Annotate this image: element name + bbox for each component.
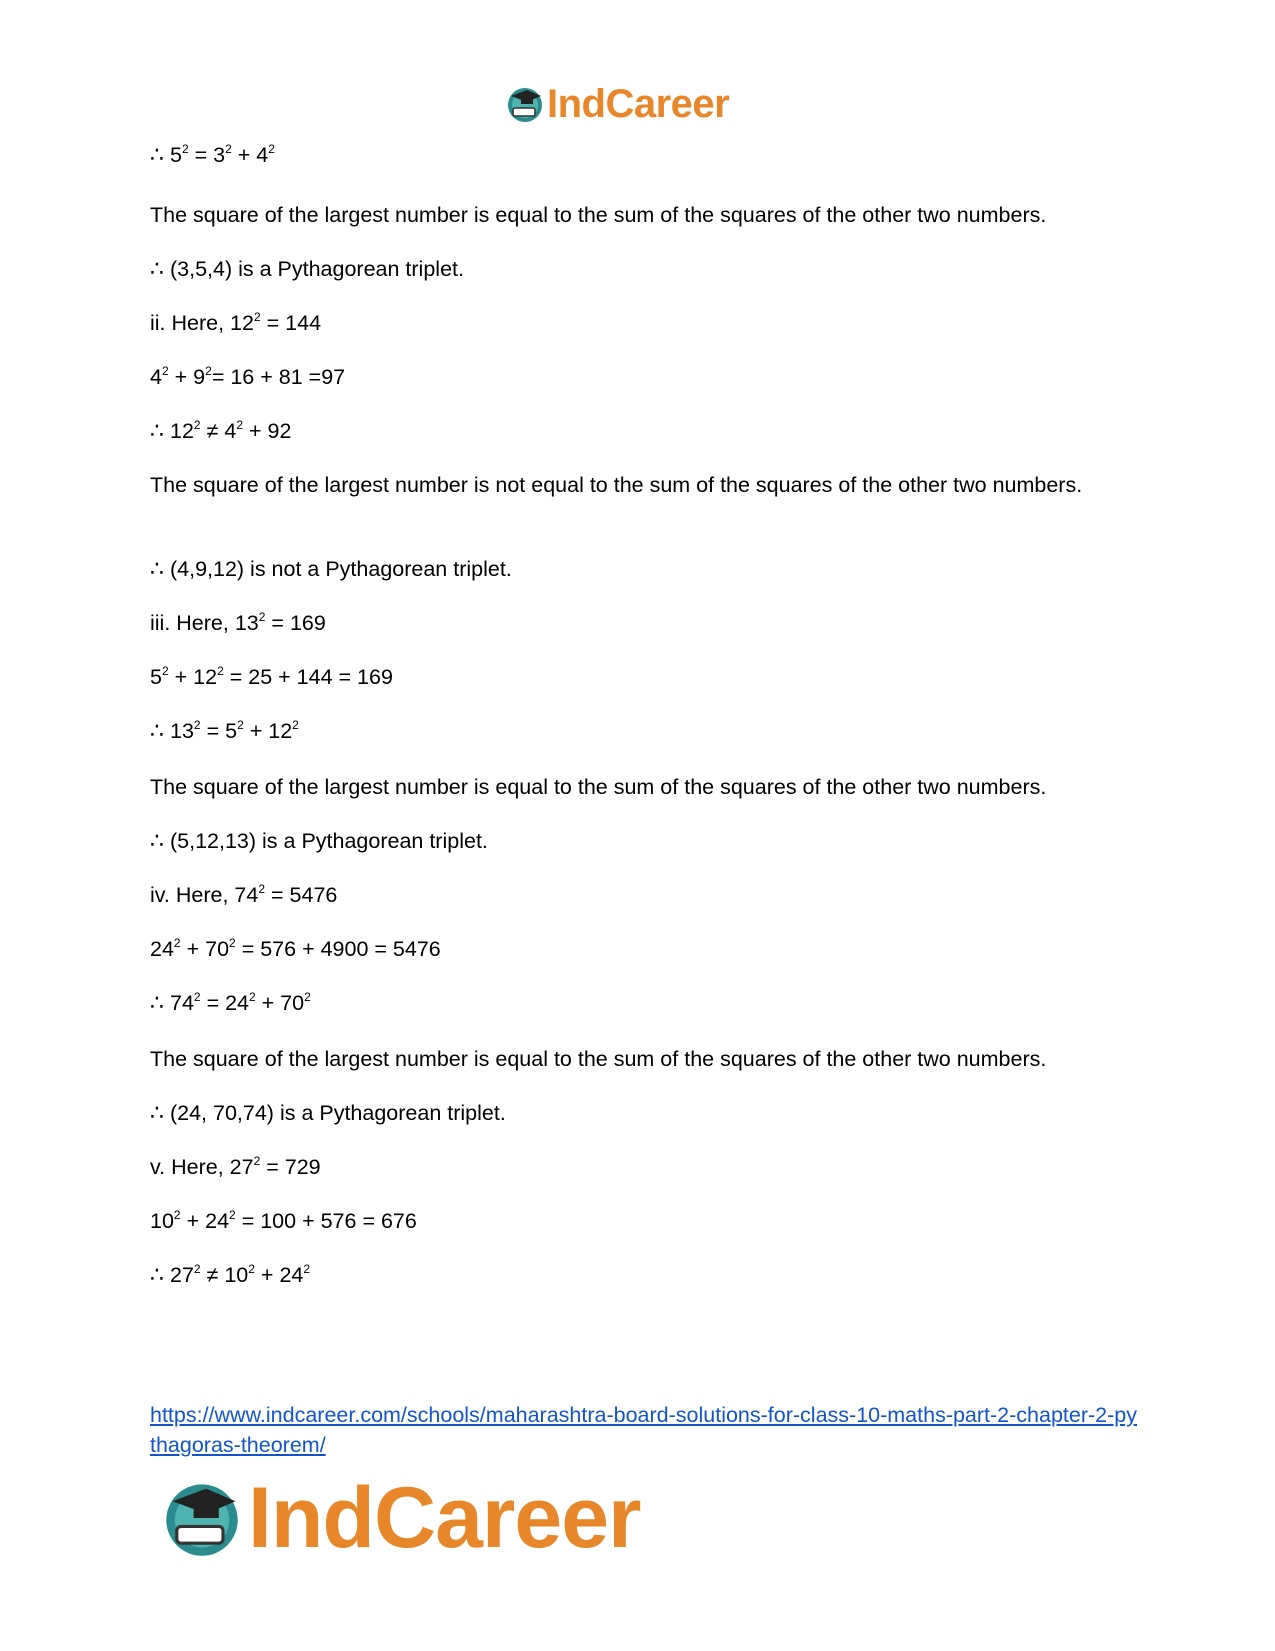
text-line: The square of the largest number is equal to the sum of the squares of the other two numbers. [150, 775, 1047, 799]
brand-wordmark: IndCareer [547, 82, 730, 126]
equation-line: $5^2 + 12^2 = 25 + 144 = 169$ [150, 664, 393, 689]
header-logo [505, 80, 775, 128]
equation-line: v. Here, $27^2 = 729$ [150, 1154, 321, 1179]
therefore-symbol: ∴ [150, 256, 164, 281]
conclusion-line: ∴ (4,9,12) is not a Pythagorean triplet. [150, 556, 512, 581]
therefore-symbol: ∴ [150, 990, 164, 1015]
text-line: The square of the largest number is equal to the sum of the squares of the other two numbers. [150, 203, 1047, 227]
conclusion-line: ∴ (5,12,13) is a Pythagorean triplet. [150, 828, 488, 853]
graduation-globe-icon [505, 84, 545, 124]
equation-line: iii. Here, $13^2 = 169$ [150, 610, 326, 635]
equation-line: ∴ $74^2 = 24^2 + 70^2$ [150, 990, 311, 1015]
equation-line: ∴ $13^2 = 5^2 + 12^2$ [150, 718, 299, 743]
therefore-symbol: ∴ [150, 828, 164, 853]
equation-line: $4^2 + 9^2= 16 + 81 =97$ [150, 364, 346, 389]
therefore-symbol: ∴ [150, 1100, 164, 1125]
text-line: The square of the largest number is equal to the sum of the squares of the other two numbers. [150, 1047, 1047, 1071]
therefore-symbol: ∴ [150, 556, 164, 581]
equation-line: ∴ $5^2 = 3^2 + 4^2$ [150, 142, 275, 167]
therefore-symbol: ∴ [150, 1262, 164, 1287]
footer-logo [160, 1468, 700, 1568]
equation-line: ∴ $12^2 \ne 4^2 + 92$ [150, 418, 292, 443]
equation-line: ∴ $27^2 \ne 10^2 + 24^2$ [150, 1262, 311, 1287]
equation-line: ii. Here, $12^2 = 144$ [150, 310, 322, 335]
therefore-symbol: ∴ [150, 142, 164, 167]
conclusion-line: ∴ (24, 70,74) is a Pythagorean triplet. [150, 1100, 506, 1125]
therefore-symbol: ∴ [150, 718, 164, 743]
text-line: The square of the largest number is not equal to the sum of the squares of the other two numbers. [150, 473, 1083, 497]
therefore-symbol: ∴ [150, 418, 164, 443]
source-link[interactable]: https://www.indcareer.com/schools/maharashtra-board-solutions-for-class-10-maths-part-2-chapter-2-pythagoras-theorem/ [150, 1403, 1137, 1457]
conclusion-line: ∴ (3,5,4) is a Pythagorean triplet. [150, 256, 464, 281]
equation-line: iv. Here, $74^2 = 5476$ [150, 882, 338, 907]
equation-line: $10^2 + 24^2 = 100 + 576 = 676$ [150, 1208, 417, 1233]
brand-wordmark: IndCareer [248, 1470, 641, 1566]
equation-line: $24^2 + 70^2 = 576 + 4900 = 5476$ [150, 936, 441, 961]
graduation-globe-icon [160, 1476, 244, 1560]
